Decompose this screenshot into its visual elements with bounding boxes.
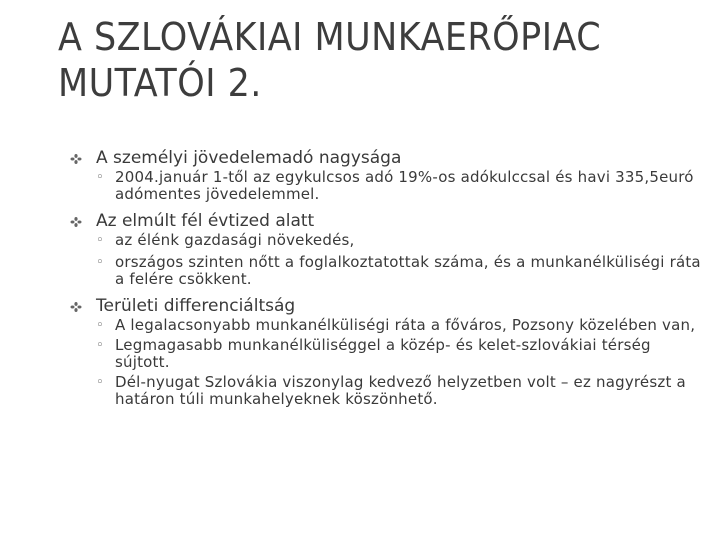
sub-item (96, 254, 710, 288)
sub-item (96, 317, 710, 334)
list-item (70, 295, 710, 408)
flower-bullet-icon (70, 154, 82, 164)
sub-item-text: Dél-nyugat Szlovákia viszonylag kedvező helyzetben volt – ez nagyrészt a határon túli munkahelyeknek köszönhető. (115, 373, 686, 408)
sub-item (96, 169, 710, 203)
sub-marker-icon: ◦ (96, 255, 104, 270)
sub-item-text: Legmagasabb munkanélküliséggel a közép- és kelet-szlovákiai térség sújtott. (115, 336, 651, 371)
sub-item-text: az élénk gazdasági növekedés, (115, 231, 355, 249)
slide-title (58, 14, 647, 106)
sub-marker-icon: ◦ (96, 375, 104, 390)
item-label: Területi differenciáltság (96, 296, 296, 316)
sub-item-text: országos szinten nőtt a foglalkoztatottak száma, és a munkanélküliségi ráta a felére csökkent. (115, 253, 701, 288)
sub-item-text: 2004.január 1-től az egykulcsos adó 19%-os adókulccsal és havi 335,5euró adómentes jövedelemmel. (115, 168, 694, 203)
flower-bullet-icon (70, 302, 82, 312)
item-label: Az elmúlt fél évtized alatt (96, 211, 315, 231)
flower-bullet-icon (70, 217, 82, 227)
sub-marker-icon: ◦ (96, 233, 104, 248)
sub-item (96, 374, 710, 408)
title-line-1: A SZLOVÁKIAI MUNKAERŐPIAC (58, 15, 602, 59)
sub-item (96, 337, 710, 371)
sub-item-text: A legalacsonyabb munkanélküliségi ráta a főváros, Pozsony közelében van, (115, 316, 696, 334)
title-line-2: MUTATÓI 2. (58, 61, 262, 105)
bullet-list (70, 147, 710, 408)
sub-marker-icon: ◦ (96, 170, 104, 185)
sub-marker-icon: ◦ (96, 318, 104, 333)
list-item (70, 210, 710, 288)
sub-marker-icon: ◦ (96, 338, 104, 353)
item-label: A személyi jövedelemadó nagysága (96, 148, 402, 168)
sub-item (96, 232, 710, 249)
